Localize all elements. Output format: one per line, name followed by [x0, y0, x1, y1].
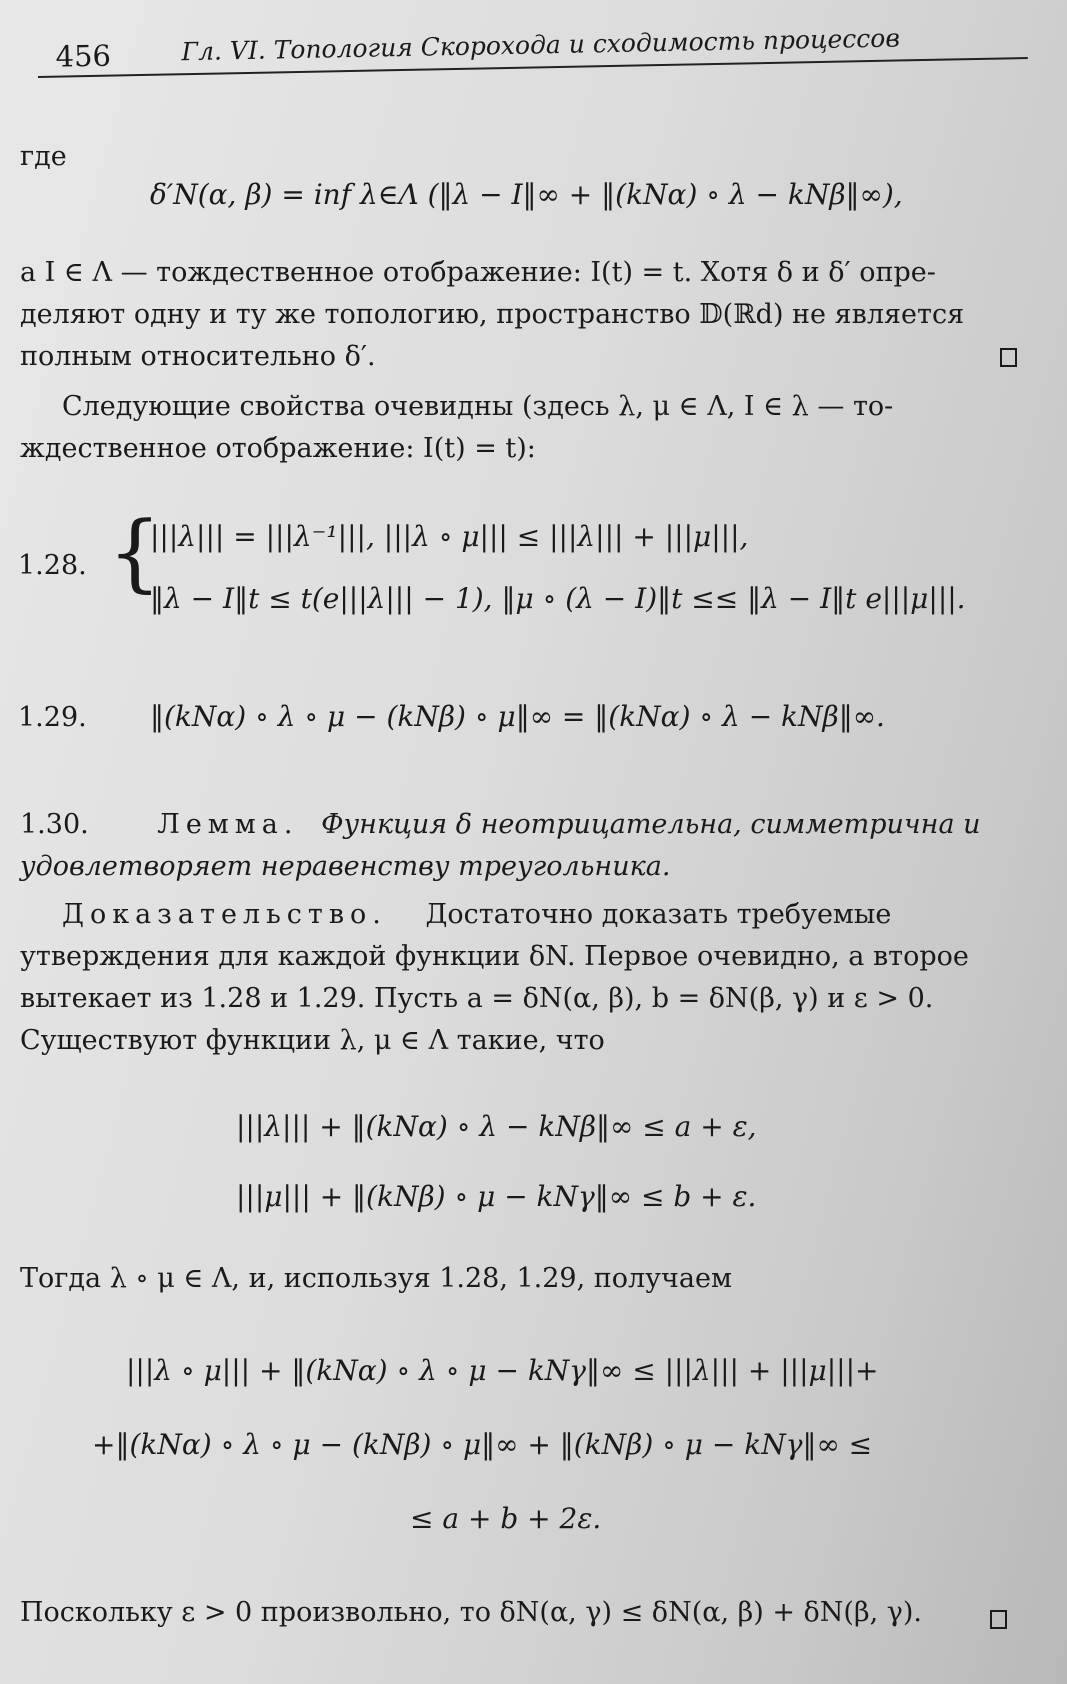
text-line: a I ∈ Λ — тождественное отображение: I(t) = t. Хотя δ и δ′ опре-	[20, 257, 936, 288]
text-line: вытекает из 1.28 и 1.29. Пусть a = δN(α, β), b = δN(β, γ) и ε > 0.	[20, 983, 934, 1014]
equation-delta-prime: δ′N(α, β) = inf λ∈Λ (‖λ − I‖∞ + ‖(kNα) ∘ λ − kNβ‖∞),	[150, 178, 903, 211]
page-number: 456	[55, 38, 112, 74]
inequality-chain-2: +‖(kNα) ∘ λ ∘ μ − (kNβ) ∘ μ‖∞ + ‖(kNβ) ∘ μ − kNγ‖∞ ≤	[92, 1428, 873, 1461]
lemma-word: Лемма.	[157, 809, 299, 840]
inequality-a: |||λ||| + ‖(kNα) ∘ λ − kNβ‖∞ ≤ a + ε,	[236, 1110, 757, 1143]
equation-128b: ‖λ − I‖t ≤ t(e|||λ||| − 1), ‖μ ∘ (λ − I)‖t ≤≤ ‖λ − I‖t e|||μ|||.	[150, 582, 966, 615]
inequality-chain-1: |||λ ∘ μ||| + ‖(kNα) ∘ λ ∘ μ − kNγ‖∞ ≤ |||λ||| + |||μ|||+	[126, 1354, 879, 1387]
left-brace-icon: {	[108, 503, 162, 601]
lemma-text-line: удовлетворяет неравенству треугольника.	[20, 851, 671, 882]
text-line: Существуют функции λ, μ ∈ Λ такие, что	[20, 1025, 605, 1056]
equation-128a: |||λ||| = |||λ⁻¹|||, |||λ ∘ μ||| ≤ |||λ||| + |||μ|||,	[150, 520, 749, 553]
text-line: полным относительно δ′.	[20, 341, 376, 372]
text-line: ждественное отображение: I(t) = t):	[20, 433, 536, 464]
proof-line	[62, 898, 891, 932]
qed-square-icon	[1000, 348, 1017, 367]
equation-number: 1.29.	[18, 702, 87, 733]
text-line: Тогда λ ∘ μ ∈ Λ, и, используя 1.28, 1.29, получаем	[20, 1263, 732, 1294]
text-line: деляют одну и ту же топологию, пространство 𝔻(ℝd) не является	[20, 299, 965, 330]
inequality-chain-3: ≤ a + b + 2ε.	[410, 1502, 602, 1535]
equation-number: 1.28.	[18, 550, 87, 581]
lemma-line	[20, 808, 981, 842]
inequality-b: |||μ||| + ‖(kNβ) ∘ μ − kNγ‖∞ ≤ b + ε.	[236, 1180, 757, 1213]
text-line: где	[20, 141, 67, 172]
lemma-text: Функция δ неотрицательна, симметрична и	[321, 809, 981, 840]
proof-word: Доказательство.	[62, 899, 387, 930]
qed-square-icon	[990, 1610, 1007, 1629]
text-line: Поскольку ε > 0 произвольно, то δN(α, γ) ≤ δN(α, β) + δN(β, γ).	[20, 1597, 922, 1628]
proof-text: Достаточно доказать требуемые	[425, 899, 892, 930]
lemma-number: 1.30.	[20, 809, 89, 840]
page-header	[37, 17, 1028, 78]
running-head: Гл. VI. Топология Скорохода и сходимость процессов	[181, 23, 901, 67]
text-line: Следующие свойства очевидны (здесь λ, μ ∈ Λ, I ∈ λ — то-	[62, 391, 894, 422]
text-line: утверждения для каждой функции δN. Первое очевидно, а второе	[20, 941, 969, 972]
equation-129: ‖(kNα) ∘ λ ∘ μ − (kNβ) ∘ μ‖∞ = ‖(kNα) ∘ λ − kNβ‖∞.	[150, 700, 885, 733]
